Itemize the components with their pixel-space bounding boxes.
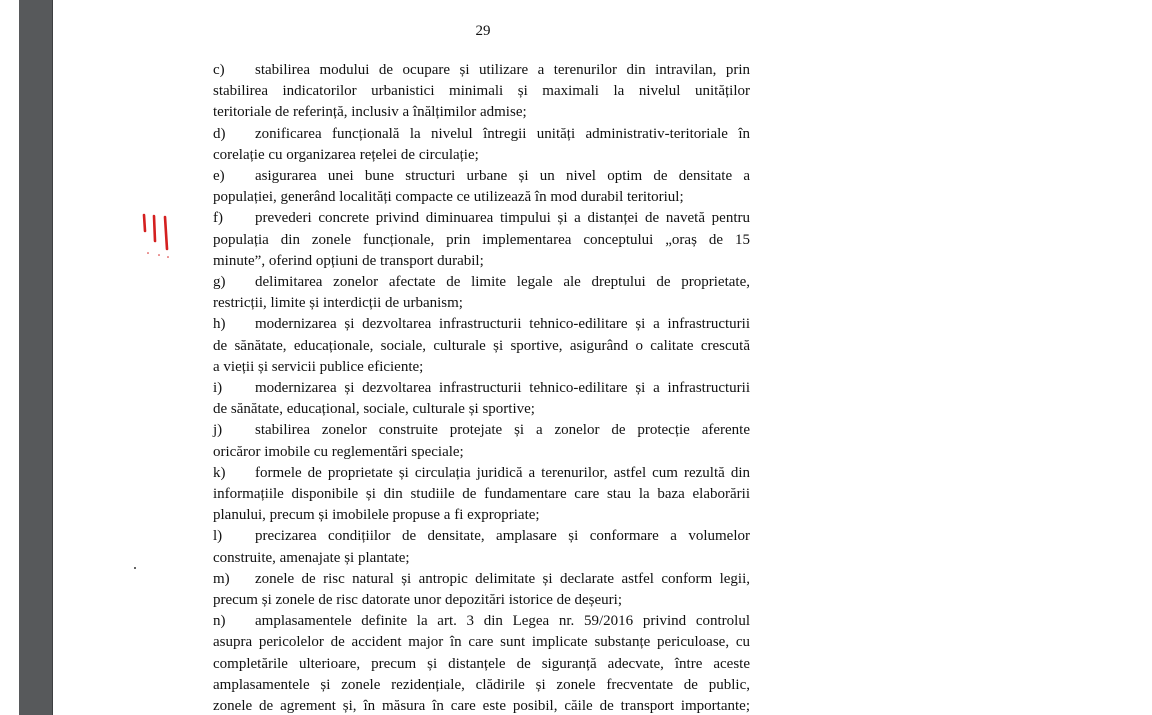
list-item-continuation-line: amplasamentele și zonele rezidențiale, clădirile și zonele frecventate de public, [213, 676, 750, 693]
list-item-continuation-line: teritoriale de referință, inclusiv a înălțimilor admise; [213, 104, 527, 121]
list-item-continuation-line: construite, amenajate și plantate; [213, 549, 410, 566]
page-number: 29 [475, 23, 491, 39]
handwritten-annotation-icon [140, 213, 172, 259]
list-item-marker: g) [213, 274, 226, 291]
list-item-text: stabilirea modului de ocupare și utilizare a terenurilor din intravilan, prin [255, 62, 750, 78]
list-item [213, 569, 750, 611]
list-item [213, 463, 750, 527]
list-item-marker: m) [213, 570, 230, 587]
list-item [213, 420, 750, 462]
list-item-continuation-line: stabilirea indicatorilor urbanistici minimali și maximali la nivelul unităților [213, 83, 750, 100]
list-item-marker: d) [213, 125, 226, 142]
list-item-continuation-line: planului, precum și imobilele propuse a fi expropriate; [213, 507, 540, 524]
list-item-first-line [213, 314, 750, 335]
list-item [213, 611, 750, 715]
list-item-first-line [213, 526, 750, 547]
list-item [213, 526, 750, 568]
list-item-marker: h) [213, 316, 226, 333]
list-item-first-line [213, 208, 750, 229]
list-item [213, 166, 750, 208]
list-item-continuation-line: corelație cu organizarea rețelei de circulație; [213, 146, 479, 163]
list-item [213, 272, 750, 314]
list-item-text: formele de proprietate și circulația juridică a terenurilor, astfel cum rezultă din [255, 464, 750, 481]
page-content [213, 60, 750, 715]
list-item-continuation-line: zonele de agrement și, în măsura în care este posibil, căile de transport importante; [213, 698, 750, 715]
list-item-continuation-line: populației, generând localități compacte ce utilizează în mod durabil teritoriul; [213, 189, 684, 206]
list-item-first-line [213, 463, 750, 484]
list-item-continuation-line: oricăror imobile cu reglementări speciale; [213, 443, 464, 460]
list-item-text: amplasamentele definite la art. 3 din Legea nr. 59/2016 privind controlul [255, 613, 750, 630]
list-item-continuation-line: de sănătate, educațional, sociale, culturale și sportive; [213, 401, 535, 418]
list-item-first-line [213, 166, 750, 187]
list-item-text: precizarea condițiilor de densitate, amplasare și conformare a volumelor [255, 528, 750, 545]
list-item-continuation-line: populația din zonele funcționale, prin implementarea conceptului „oraș de 15 [213, 231, 750, 248]
list-item-text: modernizarea și dezvoltarea infrastructurii tehnico-edilitare și a infrastructurii [255, 380, 750, 397]
list-item-continuation-line: restricții, limite și interdicții de urbanism; [213, 295, 463, 312]
list-item [213, 314, 750, 378]
list-item-text: zonele de risc natural și antropic delimitate și declarate astfel conform legii, [255, 570, 750, 587]
list-item-marker: f) [213, 210, 223, 227]
list-item-text: stabilirea zonelor construite protejate și a zonelor de protecție aferente [255, 422, 750, 439]
list-item-first-line [213, 420, 750, 441]
list-item-marker: j) [213, 422, 223, 439]
list-item-marker: k) [213, 464, 226, 481]
list-item-marker: l) [213, 528, 223, 545]
list-item-continuation-line: precum și zonele de risc datorate unor depozitări istorice de deșeuri; [213, 592, 622, 609]
list-item-continuation-line: asupra pericolelor de accident major în care sunt implicate substanțe periculoase, cu [213, 634, 750, 651]
list-item-continuation-line: a vieții și servicii publice eficiente; [213, 358, 424, 375]
document-page [52, 0, 833, 715]
list-item-text: zonificarea funcțională la nivelul întregii unități administrativ-teritoriale în [255, 125, 750, 142]
list-item [213, 60, 750, 124]
list-item-continuation-line: informațiile disponibile și din studiile de fundamentare care stau la baza elaborării [213, 486, 750, 503]
list-item-marker: i) [213, 380, 223, 397]
list-item-marker: n) [213, 613, 226, 630]
list-item-first-line [213, 272, 750, 293]
list-item [213, 208, 750, 272]
viewer-sidebar [19, 0, 52, 715]
viewer-background [832, 0, 1152, 715]
list-item-text: delimitarea zonelor afectate de limite legale ale dreptului de proprietate, [255, 274, 750, 291]
left-gutter [0, 0, 19, 715]
list-item-text: asigurarea unei bune structuri urbane și un nivel optim de densitate a [255, 168, 750, 185]
list-item-text: modernizarea și dezvoltarea infrastructurii tehnico-edilitare și a infrastructurii [255, 316, 750, 333]
list-item [213, 124, 750, 166]
list-item-first-line [213, 124, 750, 145]
list-item-marker: e) [213, 168, 225, 185]
list-item-continuation-line: minute”, oferind opțiuni de transport durabil; [213, 252, 484, 269]
list-item-first-line [213, 60, 750, 81]
list-item-continuation-line: de sănătate, educaționale, sociale, culturale și sportive, asigurând o calitate crescută [213, 337, 750, 354]
list-item-marker: c) [213, 62, 225, 78]
list-item-continuation-line: completările ulterioare, precum și distanțele de siguranță adecvate, între aceste [213, 655, 750, 672]
list-item-first-line [213, 378, 750, 399]
list-item [213, 378, 750, 420]
list-item-first-line [213, 569, 750, 590]
scan-speck [134, 567, 136, 569]
list-item-text: prevederi concrete privind diminuarea timpului și a distanței de navetă pentru [255, 210, 750, 227]
list-item-first-line [213, 611, 750, 632]
